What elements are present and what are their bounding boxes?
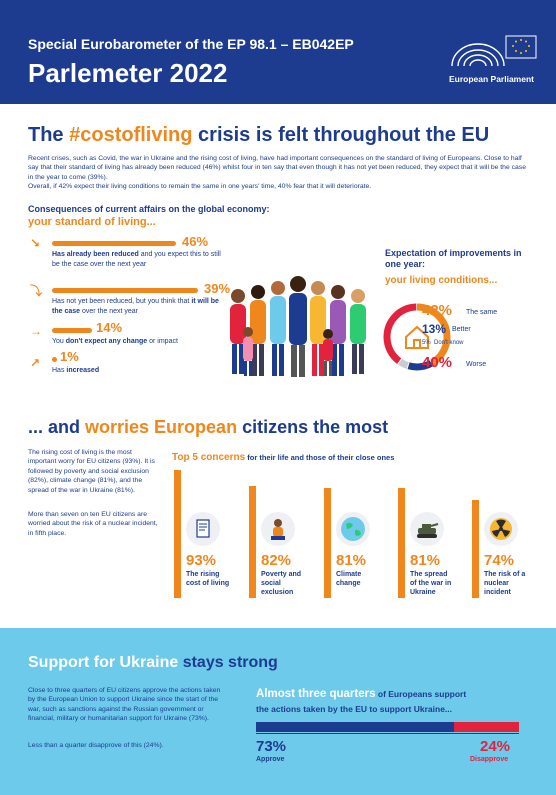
concern-label-1: The rising cost of living <box>186 571 230 587</box>
standard-bar-2 <box>52 288 198 293</box>
section3-body-2: Less than a quarter disapprove of this (24%). <box>28 742 164 749</box>
standard-pct-1: 46% <box>182 234 209 249</box>
expectation-dontknow-pct: 5% <box>422 340 431 346</box>
concern-label-5: The risk of a nuclear incident <box>484 571 526 596</box>
concern-icon-circle-1 <box>186 512 220 546</box>
section1-body-paragraph-2: Overall, if 42% expect their living conditions to remain the same in one years' time, 40% fear that it will deteriorate. <box>28 183 372 191</box>
poverty-person-icon <box>261 512 295 546</box>
standard-pct-4: 1% <box>60 349 79 364</box>
concern-label-3: Climate change <box>336 571 362 587</box>
concern-icon-circle-2 <box>261 512 295 546</box>
expectation-title: Expectation of improvements in one year: <box>385 248 522 269</box>
radiation-icon <box>484 512 518 546</box>
standard-desc-2: Has not yet been reduced, but you think that it will be the case over the next year <box>52 298 219 315</box>
concern-bar-5 <box>472 500 479 598</box>
standard-bar-1 <box>52 241 176 246</box>
disapprove-bar <box>454 722 519 732</box>
ukraine-support-subheadline: the actions taken by the EU to support Ukraine... <box>256 704 453 714</box>
expectation-better-label: Better <box>452 326 471 333</box>
consequences-subtitle: your standard of living... <box>28 216 156 228</box>
concern-bar-2 <box>249 486 256 598</box>
ukraine-support-headline: Almost three quarters of Europeans support <box>256 688 467 700</box>
concern-pct-1: 93% <box>186 552 217 569</box>
concern-icon-circle-3 <box>336 512 370 546</box>
bar-baseline <box>256 733 519 734</box>
consequences-title: Consequences of current affairs on the global economy: <box>28 204 270 214</box>
expectation-better-pct: 13% <box>422 322 447 336</box>
up-arrow-icon: ↗ <box>30 356 41 370</box>
page-title: Parlemeter 2022 <box>28 58 228 88</box>
expectation-dontknow-label: Don't know <box>434 340 464 346</box>
header-subtitle: Special Eurobarometer of the EP 98.1 – EB042EP <box>28 36 354 52</box>
section3-body-1: Close to three quarters of EU citizens approve the actions taken by the European Union to support Ukraine since the start of the war, such as sanctions against the Russian government or financial, military or humanitarian support for Ukraine (73%). <box>28 687 221 723</box>
approve-pct: 73% <box>256 738 287 755</box>
standard-desc-4: Has increased <box>52 367 100 374</box>
concern-pct-2: 82% <box>261 552 292 569</box>
org-name: European Parliament <box>448 74 534 84</box>
concern-pct-5: 74% <box>484 552 515 569</box>
disapprove-label: Disapprove <box>470 756 509 763</box>
section1-body-paragraph: Recent crises, such as Covid, the war in Ukraine and the rising cost of living, have had important consequences on the standard of living of Europeans. Close to half say that their standard of living has already been reduced (46%) whilst four in ten say that even though it has not yet been reduced, they expect that it will be the case in the year to come (39%). <box>28 155 526 181</box>
top5-title: Top 5 concerns for their life and those of their close ones <box>172 452 395 463</box>
concern-bar-3 <box>324 488 331 598</box>
expectation-worse-pct: 40% <box>422 354 453 371</box>
expectation-same-label: The same <box>466 309 498 316</box>
standard-pct-3: 14% <box>96 320 123 335</box>
receipt-icon <box>186 512 220 546</box>
concern-pct-4: 81% <box>410 552 441 569</box>
concern-bar-4 <box>398 488 405 598</box>
section3-title: Support for Ukraine stays strong <box>28 654 278 671</box>
concern-pct-3: 81% <box>336 552 367 569</box>
standard-pct-2: 39% <box>204 281 231 296</box>
concern-bar-1 <box>174 470 181 598</box>
approve-label: Approve <box>256 756 285 763</box>
concern-label-4: The spread of the war in Ukraine <box>410 571 452 596</box>
section1-body <box>28 154 528 192</box>
right-arrow-icon: → <box>30 324 42 338</box>
curve-arrow-icon: ⤵ <box>30 284 43 298</box>
approve-bar <box>256 722 454 732</box>
concern-label-2: Poverty and social exclusion <box>261 571 302 596</box>
expectation-worse-label: Worse <box>466 361 487 368</box>
globe-icon <box>336 512 370 546</box>
standard-desc-1: Has already been reduced and you expect this to still be the case over the next year <box>52 251 221 268</box>
standard-bar-4 <box>52 357 57 362</box>
expectation-same-pct: 42% <box>422 302 453 319</box>
section2-title: ... and worries European citizens the most <box>28 417 389 437</box>
concern-icon-circle-5 <box>484 512 518 546</box>
tank-icon <box>410 512 444 546</box>
standard-bar-3 <box>52 328 92 333</box>
disapprove-pct: 24% <box>480 738 511 755</box>
standard-desc-3: You don't expect any change or impact <box>52 338 178 345</box>
expectation-subtitle: your living conditions... <box>385 275 498 286</box>
concern-icon-circle-4 <box>410 512 444 546</box>
section2-body-2: More than seven on ten EU citizens are worried about the risk of a nuclear incident, in fifth place. <box>28 511 158 537</box>
people-group-illustration <box>218 262 376 380</box>
section1-title: The #costofliving crisis is felt throughout the EU <box>28 124 490 146</box>
down-arrow-icon: ↘ <box>30 236 41 250</box>
section2-body-1: The rising cost of living is the most important worry for EU citizens (93%). It is followed by poverty and social exclusion (82%), climate change (81%), and the spread of the war in Ukraine (81%). <box>28 449 155 494</box>
